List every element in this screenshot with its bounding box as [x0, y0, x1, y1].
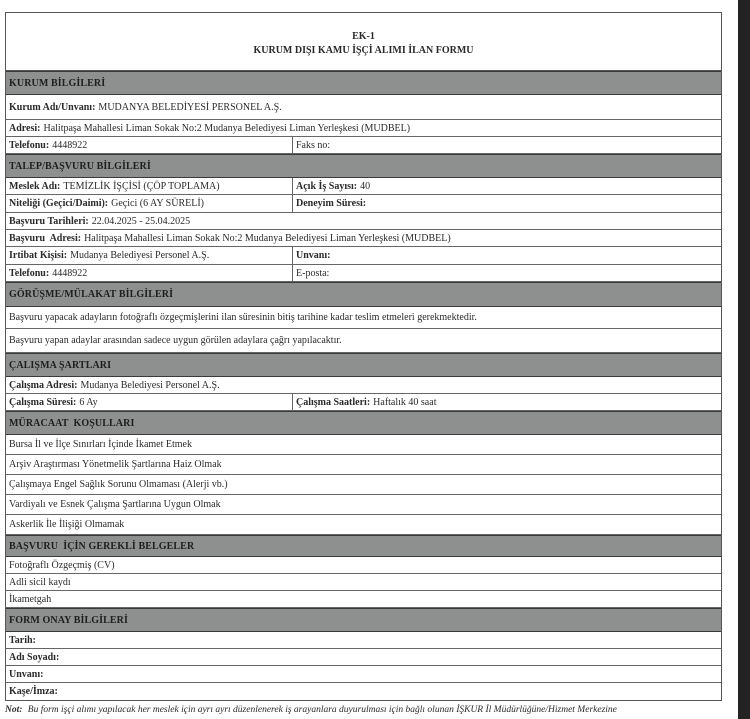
section-talep-heading: TALEP/BAŞVURU BİLGİLERİ: [6, 154, 721, 178]
footer-note: [5, 705, 735, 715]
approval-name-label: Adı Soyadı:: [9, 651, 60, 663]
document-item: Fotoğraflı Özgeçmiş (CV): [6, 557, 721, 574]
dates-label: Başvuru Tarihleri:: [9, 215, 89, 227]
approval-field: [6, 666, 721, 683]
openings-value: 40: [360, 180, 371, 192]
condition-item: Arşiv Araştırması Yönetmelik Şartlarına Haiz Olmak: [6, 455, 721, 475]
kurum-address-label: Adresi:: [9, 122, 41, 134]
talep-dates-row: [6, 213, 721, 230]
duration-label: Çalışma Süresi:: [9, 396, 77, 408]
openings-label: Açık İş Sayısı:: [296, 180, 358, 192]
document-item: Adli sicil kaydı: [6, 574, 721, 591]
approval-field: [6, 649, 721, 666]
approval-field: [6, 632, 721, 649]
gorusme-line: Başvuru yapan adaylar arasından sadece uygun görülen adaylara çağrı yapılacaktır.: [6, 329, 721, 353]
experience-label: Deneyim Süresi:: [296, 198, 367, 209]
apply-address-value: Halitpaşa Mahallesi Liman Sokak No:2 Mudanya Belediyesi Liman Yerleşkesi (MUDBEL): [84, 232, 451, 244]
kurum-name-label: Kurum Adı/Unvanı:: [9, 101, 96, 113]
note-text: Bu form işçi alımı yapılacak her meslek için ayrı ayrı düzenlenerek iş arayanlara duyurulması için bağlı olunan İŞKUR İl Müdürlüğüne/Hizmet Merkezine: [27, 705, 617, 715]
email-label: E-posta:: [296, 267, 330, 279]
kurum-fax-label: Faks no:: [296, 139, 331, 151]
kurum-address-row: [6, 120, 721, 137]
contact-value: Mudanya Belediyesi Personel A.Ş.: [70, 250, 210, 261]
kurum-phone-value: 4448922: [52, 139, 88, 151]
hours-value: Haftalık 40 saat: [373, 396, 437, 408]
form-title: KURUM DIŞI KAMU İŞÇİ ALIMI İLAN FORMU: [253, 44, 474, 56]
apply-address-label: Başvuru Adresi:: [9, 232, 82, 244]
contact-title-label: Unvanı:: [296, 250, 331, 261]
contact-label: Irtibat Kişisi:: [9, 250, 68, 261]
annex-label: EK-1: [352, 30, 375, 42]
gorusme-line: Başvuru yapacak adayların fotoğraflı özgeçmişlerini ilan süresinin bitiş tarihine kadar teslim etmeleri gerekmektedir.: [6, 307, 721, 329]
approval-date-label: Tarih:: [9, 634, 36, 646]
talep-type-row: [6, 195, 721, 213]
kurum-address-value: Halitpaşa Mahallesi Liman Sokak No:2 Mudanya Belediyesi Liman Yerleşkesi (MUDBEL): [43, 122, 411, 134]
talep-phone-row: [6, 265, 721, 282]
job-value: TEMİZLİK İŞÇİSİ (ÇÖP TOPLAMA): [63, 180, 220, 192]
approval-title-label: Unvanı:: [9, 668, 44, 680]
section-kurum-heading: KURUM BİLGİLERİ: [6, 71, 721, 95]
calisma-duration-row: [6, 394, 721, 411]
condition-item: Çalışmaya Engel Sağlık Sorunu Olmaması (Alerji vb.): [6, 475, 721, 495]
talep-job-row: [6, 178, 721, 195]
form-header: [6, 13, 721, 71]
talep-phone-value: 4448922: [52, 267, 88, 279]
section-belgeler-heading: BAŞVURU İÇİN GEREKLİ BELGELER: [6, 535, 721, 557]
section-gorusme-heading: GÖRÜŞME/MÜLAKAT BİLGİLERİ: [6, 282, 721, 307]
section-onay-heading: FORM ONAY BİLGİLERİ: [6, 608, 721, 632]
condition-item: Vardiyalı ve Esnek Çalışma Şartlarına Uygun Olmak: [6, 495, 721, 515]
type-value: Geçici (6 AY SÜRELİ): [111, 198, 204, 209]
calisma-address-row: [6, 377, 721, 394]
approval-field: [6, 683, 721, 700]
viewer-edge: [738, 0, 750, 719]
dates-value: 22.04.2025 - 25.04.2025: [91, 215, 191, 227]
job-posting-form: [5, 12, 722, 701]
job-label: Meslek Adı:: [9, 180, 61, 192]
duration-value: 6 Ay: [79, 396, 98, 408]
work-address-value: Mudanya Belediyesi Personel A.Ş.: [80, 379, 220, 391]
kurum-phone-row: [6, 137, 721, 154]
talep-phone-label: Telefonu:: [9, 267, 50, 279]
kurum-name-value: MUDANYA BELEDİYESİ PERSONEL A.Ş.: [98, 101, 282, 113]
condition-item: Askerlik İle İlişiği Olmamak: [6, 515, 721, 535]
work-address-label: Çalışma Adresi:: [9, 379, 78, 391]
hours-label: Çalışma Saatleri:: [296, 396, 371, 408]
document-item: İkametgah: [6, 591, 721, 608]
section-calisma-heading: ÇALIŞMA ŞARTLARI: [6, 353, 721, 377]
approval-signature-label: Kaşe/İmza:: [9, 686, 58, 697]
kurum-name-row: [6, 95, 721, 120]
kurum-phone-label: Telefonu:: [9, 139, 50, 151]
note-label: Not:: [5, 705, 23, 715]
talep-contact-row: [6, 247, 721, 265]
condition-item: Bursa İl ve İlçe Sınırları İçinde İkamet Etmek: [6, 435, 721, 455]
section-muracaat-heading: MÜRACAAT KOŞULLARI: [6, 411, 721, 435]
type-label: Niteliği (Geçici/Daimi):: [9, 198, 109, 209]
talep-apply-address-row: [6, 230, 721, 247]
